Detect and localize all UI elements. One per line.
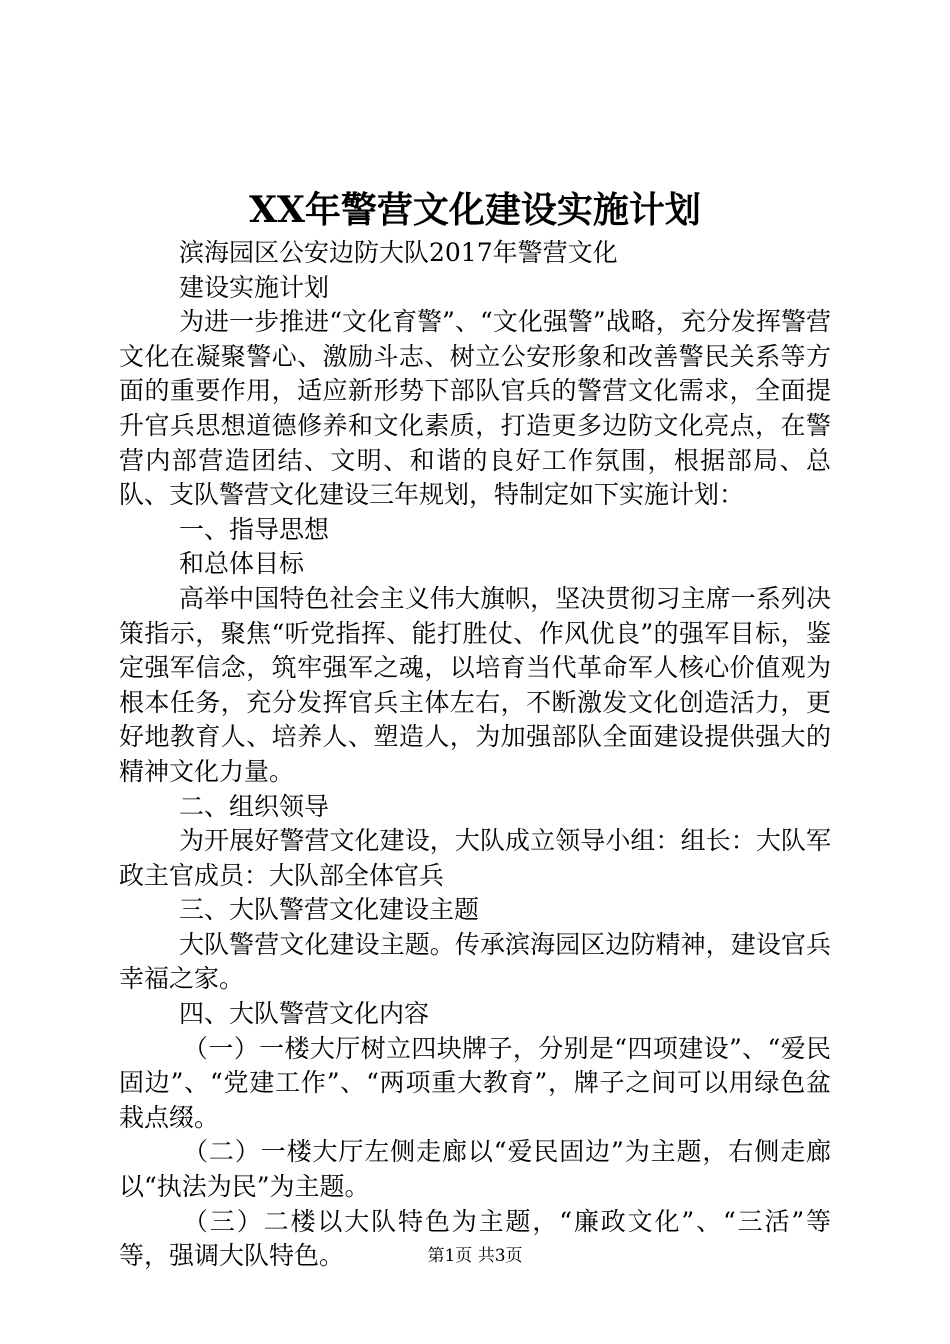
document-body xyxy=(119,236,831,1274)
paragraph-theme: 大队警营文化建设主题。传承滨海园区边防精神，建设官兵幸福之家。 xyxy=(119,929,831,994)
paragraph-intro: 为进一步推进“文化育警”、“文化强警”战略，充分发挥警营文化在凝聚警心、激励斗志、树立公安形象和改善警民关系等方面的重要作用，适应新形势下部队官兵的警营文化需求，全面提升官兵思想道德修养和文化素质，打造更多边防文化亮点，在警营内部营造团结、文明、和谐的良好工作氛围，根据部局、总队、支队警营文化建设三年规划，特制定如下实施计划： xyxy=(119,307,831,510)
section-heading-2: 二、组织领导 xyxy=(179,791,330,821)
paragraph-subtitle-line-1: 滨海园区公安边防大队2017年警营文化 xyxy=(179,238,618,267)
section-heading-3: 三、大队警营文化建设主题 xyxy=(179,895,480,925)
page-footer: 第1页 共3页 xyxy=(427,1246,523,1266)
paragraph-item-1: （一）一楼大厅树立四块牌子，分别是“四项建设”、“爱民固边”、“党建工作”、“两项重大教育”，牌子之间可以用绿色盆栽点缀。 xyxy=(119,1033,831,1132)
paragraph-guiding-ideology: 高举中国特色社会主义伟大旗帜，坚决贯彻习主席一系列决策指示，聚焦“听党指挥、能打胜仗、作风优良”的强军目标，鉴定强军信念，筑牢强军之魂，以培育当代革命军人核心价值观为根本任务，充分发挥官兵主体左右，不断激发文化创造活力，更好地教育人、培养人、塑造人，为加强部队全面建设提供强大的精神文化力量。 xyxy=(119,583,831,786)
paragraph-organization: 为开展好警营文化建设，大队成立领导小组：组长：大队军政主官成员：大队部全体官兵 xyxy=(119,826,831,890)
section-heading-1: 一、指导思想 xyxy=(179,514,330,544)
paragraph-item-3: （三）二楼以大队特色为主题，“廉政文化”、“三活”等等，强调大队特色。 xyxy=(119,1206,831,1271)
section-heading-1-cont: 和总体目标 xyxy=(179,549,305,579)
document-title: XX年警营文化建设实施计划 xyxy=(249,189,701,231)
paragraph-item-2: （二）一楼大厅左侧走廊以“爱民固边”为主题，右侧走廊以“执法为民”为主题。 xyxy=(119,1137,831,1202)
section-heading-4: 四、大队警营文化内容 xyxy=(179,999,430,1029)
paragraph-subtitle-line-2: 建设实施计划 xyxy=(179,272,330,302)
